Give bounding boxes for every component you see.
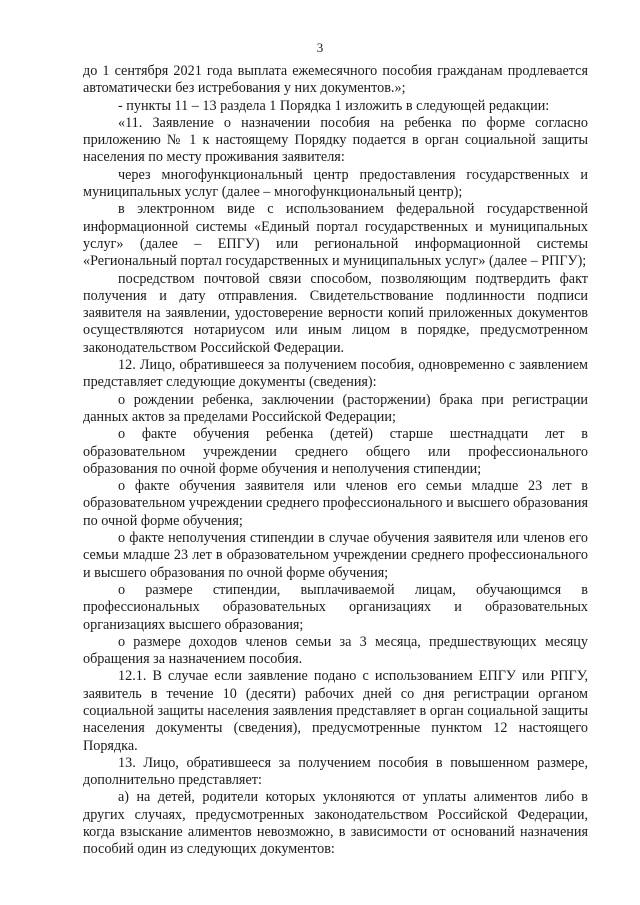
- paragraph: через многофункциональный центр предоставления государственных и муниципальных услуг (далее – многофункциональный центр);: [83, 166, 588, 201]
- paragraph: в электронном виде с использованием федеральной государственной информационной системы «Единый портал государственных и муниципальных услуг» (далее – ЕПГУ) или региональной информационной системы «Региональный портал государственных и муниципальных услуг» (далее – РПГУ);: [83, 201, 588, 270]
- paragraph: о факте обучения ребенка (детей) старше шестнадцати лет в образовательном учреждении среднего общего или профессионального образования по очной форме обучения и неполучения стипендии;: [83, 426, 588, 477]
- paragraph: о факте неполучения стипендии в случае обучения заявителя или членов его семьи младше 23 лет в образовательном учреждении среднего профессионального и высшего образования по очной форме обучения;: [83, 530, 588, 581]
- paragraph: о размере стипендии, выплачиваемой лицам, обучающимся в профессиональных образовательных организациях и образовательных организациях высшего образования;: [83, 581, 588, 633]
- paragraph: 12. Лицо, обратившееся за получением пособия, одновременно с заявлением представляет следующие документы (сведения):: [83, 357, 588, 391]
- paragraph: посредством почтовой связи способом, позволяющим подтвердить факт получения и дату отправления. Свидетельствование подлинности подписи заявителя на заявлении, удостоверение верности копий приложенных документов осуществляются нотариусом или иным лицом в порядке, предусмотренном законодательством Российской Федерации.: [83, 270, 588, 356]
- paragraph: «11. Заявление о назначении пособия на ребенка по форме согласно приложению № 1 к настоящему Порядку подается в орган социальной защиты населения по месту проживания заявителя:: [83, 114, 588, 166]
- paragraph: - пункты 11 – 13 раздела 1 Порядка 1 изложить в следующей редакции:: [118, 97, 550, 114]
- paragraph: 12.1. В случае если заявление подано с использованием ЕПГУ или РПГУ, заявитель в течение 10 (десяти) рабочих дней со дня регистрации органом социальной защиты населения заявления представляет в орган социальной защиты населения документы (сведения), предусмотренные пунктом 12 настоящего Порядка.: [83, 668, 588, 754]
- paragraph: до 1 сентября 2021 года выплата ежемесячного пособия гражданам продлевается автоматически без истребования у них документов.»;: [83, 63, 588, 97]
- document-body: [83, 63, 588, 859]
- paragraph: о размере доходов членов семьи за 3 месяца, предшествующих месяцу обращения за назначением пособия.: [83, 633, 588, 668]
- page-number: 3: [316, 40, 324, 55]
- paragraph: о рождении ребенка, заключении (расторжении) брака при регистрации данных актов за пределами Российской Федерации;: [83, 391, 588, 425]
- paragraph: а) на детей, родители которых уклоняются от уплаты алиментов либо в других случаях, предусмотренных законодательством Российской Федерации, когда взыскание алиментов невозможно, в зависимости от оснований назначения пособий один из следующих документов:: [83, 789, 588, 858]
- paragraph: 13. Лицо, обратившееся за получением пособия в повышенном размере, дополнительно представляет:: [83, 754, 588, 789]
- paragraph: о факте обучения заявителя или членов его семьи младше 23 лет в образовательном учреждении среднего профессионального и высшего образования по очной форме обучения;: [83, 478, 588, 529]
